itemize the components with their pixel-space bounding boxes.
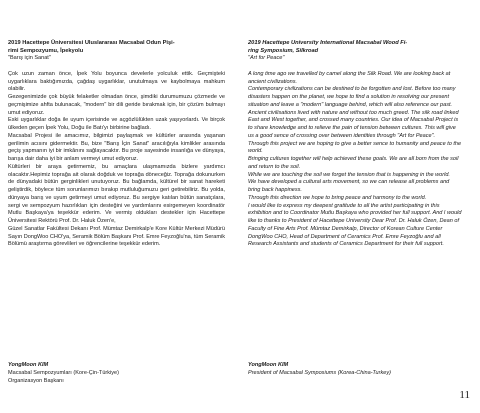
- turkish-subtitle: "Barış için Sanat": [8, 55, 51, 61]
- turkish-title-line-1: 2019 Hacettepe Üniversitesi Uluslararası Macsabal Odun Pişi-: [8, 40, 175, 46]
- turkish-signature-role: Macsabal Sempozyumları (Kore-Çin-Türkiye): [8, 369, 119, 376]
- english-signature-name: YongMoon KIM: [248, 362, 289, 368]
- english-paragraph: We have developed a cultural arts movement, so we can release all problems and bring back happiness.: [248, 179, 450, 193]
- english-paragraph: I would like to express my deepest gratitude to all the artist participating in this exhibition and to Coordinator Mutlu Başkaya who provided her full support. And I would like to thanks to President of Hacettepe University Dear Prof. Dr. Haluk Özen, Dean of Faculty of Fine Arts Prof. Mümtaz Demirkalp, Director of Korean Culture Center DongWoo CHO, Head of Department of Ceramics Prof. Emre Feyzoğlu and all Research Assistants and students of Ceramics Department for their full support.: [248, 202, 462, 248]
- english-title-line-1: 2019 Hacettepe University International Macsabal Wood Fi-: [248, 40, 408, 46]
- turkish-paragraph: Eski uygarlıklar doğa ile uyum içerisinde ve açgözlülükten uzak yaşıyorlardı. Ve birçok ülkeden geçen İpek Yolu, Doğu ile Batı'yı birbirine bağladı.: [8, 117, 225, 131]
- english-paragraph: Through this project we are hoping to give a better sence to humanity and peace to the world.: [248, 140, 462, 155]
- english-signature-role: President of Macsabal Symposiums (Korea-China-Turkey): [248, 369, 391, 376]
- english-signature: [248, 362, 391, 378]
- english-paragraph: While we are touching the soil we forget the tension that is happening in the world.: [248, 171, 450, 178]
- english-paragraph: A long time ago we travelled by camel along the Silk Road. We are looking back at ancient civilizations.: [248, 70, 451, 85]
- turkish-paragraph: Kültürleri bir araya getirmemiz, bu amaçlara ulaşmamızda bizlere yardımcı olacaktır.Hepimiz toprağa ait olarak doğduk ve toprağa döneceğiz. Toprağa dokunurken de dünyadaki bütün gerginlikleri unutuyoruz. Bu bağlamda, kültürel bir sanat hareketi geliştirdik, böylece tüm sorunlarımızı bırakıp mutluluğumuzu geri getirebiliriz. Bu yolda, dünyaya barış ve uyum getirmeyi umut ediyoruz. Bu sergiye katılan bütün sanatçılara, sergi ve sempozyum hazırlıkları için desteğini ve yardımlarını esirgemeyen koordinatör Mutlu Başkaya'ya teşekkür ederim. Ve vermiş oldukları destekler için Hacettepe Üniversitesi Rektörü Prof. Dr. Haluk Özen'e,: [8, 163, 225, 224]
- english-paragraph: Ancient civilisations lived with nature and without too much greed. The silk road linked East and West together, and crossed many countries. Our idea of Macsabal Project is to share knowledge and to relieve the pain of tension between cultures. This will give us a good sence of crossing over between identities through "Art for Peace".: [248, 109, 459, 139]
- turkish-column: [8, 39, 225, 249]
- english-column: [248, 39, 462, 249]
- turkish-signature: [8, 362, 119, 385]
- english-title-line-2: ring Symposium, Silkroad: [248, 48, 319, 54]
- english-paragraph: Contemporary civilizations can be destined to be forgotten and lost. Before too many disasters happen on the planet, we hope to find a solution in resolving our present situation and leave a "modern" language behind, which will also reference our past.: [248, 86, 456, 108]
- turkish-signature-name: YongMoon KIM: [8, 362, 49, 368]
- english-paragraph: Bringing cultures together will help achieved these goals. We are all born from the soil and return to the soil.: [248, 156, 459, 170]
- turkish-paragraph: Güzel Sanatlar Fakültesi Dekanı Prof. Mümtaz Demirkalp'e Kore Kültür Merkezi Müdürü Sayın DongWoo CHO'ya, Seramik Bölüm Başkanı Prof. Emre Feyzoğlu'na, tüm Seramik Bölümü araştırma görevlileri ve öğrencilerine teşekkür ederim.: [8, 225, 225, 248]
- english-subtitle: "Art for Peace": [248, 55, 285, 61]
- turkish-title-line-2: rimi Sempozyumu, İpekyolu: [8, 48, 84, 54]
- turkish-signature-role-2: Organizasyon Başkanı: [8, 377, 64, 384]
- turkish-paragraph: Macsabal Projesi ile amacımız, bilgimizi paylaşmak ve kültürler arasında yaşanan gerilimin acısını gidermektir. Bu, bize "Barış İçin Sanat" aracılığıyla kimlikler arasında geçiş yapmanın iyi bir imkânını sağlayacaktır. Bu proje sayesinde insanlığa ve dünyaya, barışa dair daha iyi bir anlam vermeyi umut ediyoruz.: [8, 132, 225, 162]
- turkish-paragraph: Gezegenimizde çok büyük felaketler olmadan önce, şimdiki durumumuzu çözmede ve geçmişimize ahfta bulunacak, "modern" bir dili geride bırakmak için, bir çözüm bulmayı umut ediyoruz.: [8, 94, 225, 116]
- turkish-title: [8, 39, 225, 55]
- english-title: [248, 39, 462, 55]
- page-number: 11: [459, 389, 470, 401]
- english-paragraph: Through this direction we hope to bring peace and harmony to the world.: [248, 194, 427, 201]
- turkish-paragraph: Çok uzun zaman önce, İpek Yolu boyunca develerle yolculuk ettik. Geçmişteki uygarlıklara baktığımızda, çağdaş uygarlıklar, unutulmaya ve kaybolmaya mahkum olabilir.: [8, 70, 225, 93]
